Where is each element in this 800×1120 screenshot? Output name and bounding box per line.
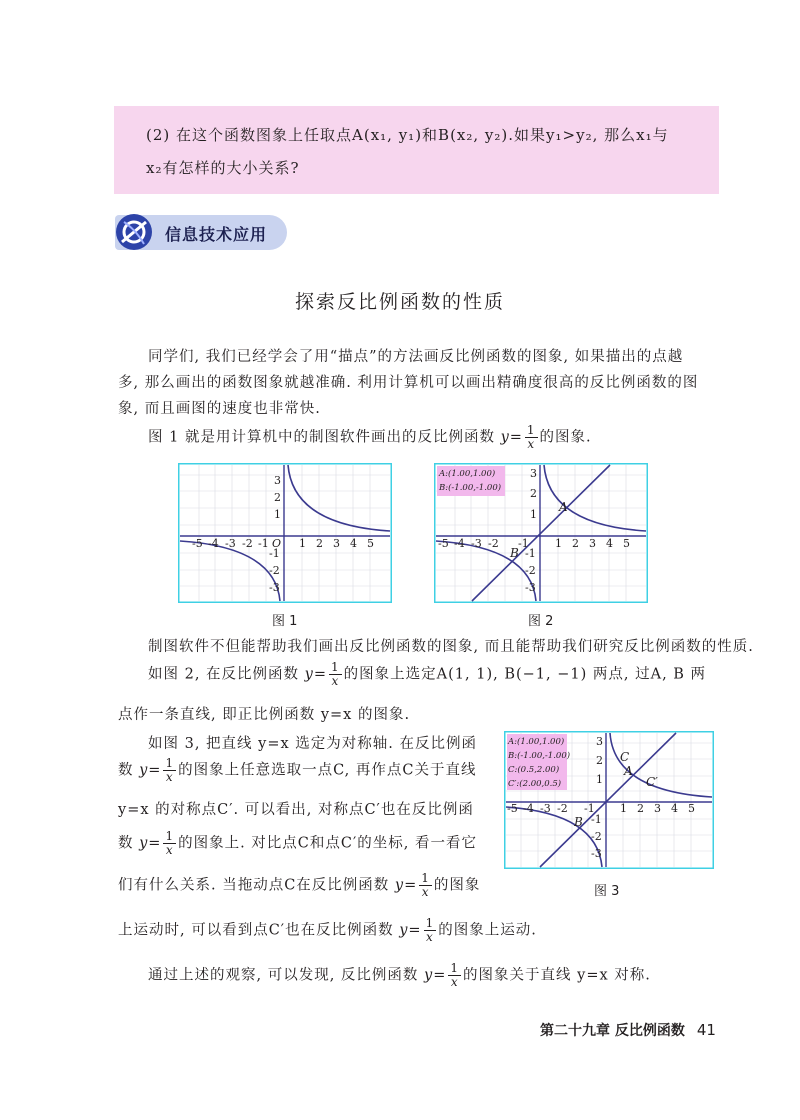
para5-line3: y=x 的对称点C′. 可以看出, 对称点C′也在反比例函 <box>118 802 474 818</box>
fig3-ytick: -2 <box>591 830 602 843</box>
fig3-point-c-label: C <box>620 750 630 764</box>
para2 <box>148 424 592 451</box>
fraction-1-over-x <box>419 872 432 899</box>
fraction-denominator: x <box>165 770 174 784</box>
fig3-info-a: A:(1.00,1.00) <box>508 737 565 747</box>
fig1-caption: 图 1 <box>272 614 298 629</box>
fig2-point-b-label: B <box>510 546 519 560</box>
fig2-ytick: -1 <box>525 547 536 560</box>
fig2-xtick: 2 <box>572 537 579 550</box>
figure-3 <box>504 731 714 869</box>
fig2-ytick: 3 <box>530 467 537 480</box>
fraction-denominator: x <box>450 975 459 989</box>
para1-line3: 象, 而且画图的速度也非常快. <box>118 401 321 417</box>
fig3-info-c: C:(0.5,2.00) <box>508 765 560 775</box>
question-line-2: x₂有怎样的大小关系? <box>146 159 300 177</box>
fig3-point-a-label: A <box>624 764 633 778</box>
page-footer <box>540 1020 716 1040</box>
fig2-info-b: B:(-1.00,-1.00) <box>439 483 502 493</box>
formula-lhs: y= <box>139 835 162 852</box>
para5-l6-text-b: 的图象上运动. <box>438 922 537 939</box>
para5-line1: 如图 3, 把直线 y=x 选定为对称轴. 在反比例函 <box>148 736 478 752</box>
fraction-numerator: 1 <box>165 756 175 770</box>
fig3-info-b: B:(-1.00,-1.00) <box>508 751 571 761</box>
fig3-xtick: -4 <box>523 802 534 815</box>
fig1-xtick: -1 <box>258 537 269 550</box>
para5-line5 <box>118 872 480 899</box>
fig2-xtick: 4 <box>606 537 613 550</box>
fig1-xtick: -2 <box>242 537 253 550</box>
para2-text-a: 图 1 就是用计算机中的制图软件画出的反比例函数 <box>148 429 501 446</box>
fraction-1-over-x <box>448 962 461 989</box>
fig1-xtick: 1 <box>299 537 306 550</box>
fig2-xtick: -4 <box>454 537 465 550</box>
fraction-denominator: x <box>527 437 536 451</box>
fraction-1-over-x <box>525 424 538 451</box>
banner-label: 信息技术应用 <box>165 225 268 244</box>
fraction-numerator: 1 <box>421 871 430 885</box>
para6-text-a: 通过上述的观察, 可以发现, 反比例函数 <box>148 967 425 984</box>
fig3-ytick: -1 <box>591 813 602 826</box>
fig2-point-a-label: A <box>559 500 568 514</box>
formula-lhs: y= <box>139 762 162 779</box>
fig1-ytick: 2 <box>274 491 281 504</box>
para5-l6-text-a: 上运动时, 可以看到点C′也在反比例函数 <box>118 922 400 939</box>
fig3-xtick: 3 <box>654 802 661 815</box>
fig3-xtick: 4 <box>671 802 678 815</box>
fig2-xtick: 3 <box>589 537 596 550</box>
fig3-xtick: 2 <box>637 802 644 815</box>
fraction-denominator: x <box>425 930 434 944</box>
fig1-xtick: 3 <box>333 537 340 550</box>
fig3-xtick: -5 <box>507 802 518 815</box>
para3: 制图软件不但能帮助我们画出反比例函数的图象, 而且能帮助我们研究反比例函数的性质. <box>148 639 754 655</box>
para4-line2: 点作一条直线, 即正比例函数 y=x 的图象. <box>118 707 411 723</box>
fig3-xtick: 1 <box>620 802 627 815</box>
fig2-xtick: -1 <box>518 537 529 550</box>
fig3-ytick: 2 <box>596 754 603 767</box>
fig2-xtick: 5 <box>623 537 630 550</box>
fig2-ytick: 2 <box>530 487 537 500</box>
figure-1 <box>178 463 392 603</box>
fig1-xtick: 4 <box>350 537 357 550</box>
footer-chapter: 第二十九章 反比例函数 <box>540 1023 685 1039</box>
fig3-ytick: 3 <box>596 735 603 748</box>
fig1-xtick: -3 <box>225 537 236 550</box>
fig3-caption: 图 3 <box>594 884 620 899</box>
fraction-1-over-x <box>424 917 437 944</box>
fraction-1-over-x <box>163 830 176 857</box>
fraction-denominator: x <box>421 885 430 899</box>
fig3-xtick: 5 <box>688 802 695 815</box>
formula-lhs: y= <box>399 922 422 939</box>
fig3-info-c-prime: C′:(2.00,0.5) <box>508 779 562 789</box>
figure-2 <box>434 463 648 603</box>
fig2-ytick: -2 <box>525 564 536 577</box>
para5-l5-text-b: 的图象 <box>433 877 481 894</box>
para5-l2-text-b: 的图象上任意选取一点C, 再作点C关于直线 <box>178 762 477 779</box>
fig3-ytick: 1 <box>596 773 603 786</box>
fraction-numerator: 1 <box>450 961 460 975</box>
fig3-xtick: -1 <box>584 802 595 815</box>
fig3-point-c-prime-label: C′ <box>646 775 658 789</box>
fraction-1-over-x <box>163 757 176 784</box>
para5-l4-text-b: 的图象上. 对比点C和点C′的坐标, 看一看它 <box>178 835 478 852</box>
fig2-caption: 图 2 <box>528 614 554 629</box>
para5-line2 <box>118 757 476 784</box>
fig1-ytick: -1 <box>269 547 280 560</box>
para4-text-a: 如图 2, 在反比例函数 <box>148 666 305 683</box>
fig1-xtick: 2 <box>316 537 323 550</box>
para6-text-b: 的图象关于直线 y=x 对称. <box>463 967 651 984</box>
fraction-1-over-x <box>329 661 342 688</box>
fig3-xtick: -2 <box>557 802 568 815</box>
fig2-xtick: -2 <box>488 537 499 550</box>
fig1-origin: O <box>272 537 282 550</box>
fraction-denominator: x <box>165 843 174 857</box>
page-number: 41 <box>696 1021 716 1039</box>
fraction-numerator: 1 <box>331 660 340 674</box>
para5-line6 <box>118 917 537 944</box>
formula-lhs: y= <box>500 429 523 446</box>
para5-line4 <box>118 830 477 857</box>
section-title: 探索反比例函数的性质 <box>294 291 505 313</box>
para1-line1: 同学们, 我们已经学会了用“描点”的方法画反比例函数的图象, 如果描出的点越 <box>148 349 684 365</box>
para4-text-b: 的图象上选定A(1, 1), B(−1, −1) 两点, 过A, B 两 <box>343 666 707 683</box>
fig1-ytick: 3 <box>274 474 281 487</box>
fraction-numerator: 1 <box>165 829 175 843</box>
para6 <box>148 962 651 989</box>
formula-lhs: y= <box>424 967 447 984</box>
fig3-ytick: -3 <box>591 847 602 860</box>
para4-line1 <box>148 661 706 688</box>
question-box <box>114 106 719 194</box>
fraction-numerator: 1 <box>425 916 435 930</box>
para1-line2: 多, 那么画出的函数图象就越准确. 利用计算机可以画出精确度很高的反比例函数的图 <box>118 375 699 391</box>
para5-l5-text-a: 们有什么关系. 当拖动点C在反比例函数 <box>118 877 395 894</box>
para5-l4-text-a: 数 <box>118 835 140 852</box>
formula-lhs: y= <box>394 877 418 894</box>
fig3-xtick: -3 <box>540 802 551 815</box>
fig3-point-b-label: B <box>574 815 583 829</box>
para5-l2-text-a: 数 <box>118 762 140 779</box>
formula-lhs: y= <box>304 666 328 683</box>
fig1-ytick: 1 <box>274 508 281 521</box>
para2-text-b: 的图象. <box>539 429 592 446</box>
fig2-xtick: -5 <box>438 537 449 550</box>
fig1-xtick: -5 <box>192 537 203 550</box>
fig2-ytick: -3 <box>525 581 536 594</box>
info-tech-icon <box>114 212 154 252</box>
fig1-ytick: -3 <box>269 581 280 594</box>
fig1-xtick: 5 <box>367 537 374 550</box>
fraction-denominator: x <box>331 674 340 688</box>
fig2-ytick: 1 <box>530 508 537 521</box>
fig1-ytick: -2 <box>269 564 280 577</box>
fraction-numerator: 1 <box>526 423 536 437</box>
fig2-xtick: 1 <box>555 537 562 550</box>
fig2-xtick: -3 <box>471 537 482 550</box>
fig1-xtick: -4 <box>208 537 219 550</box>
question-line-1: (2) 在这个函数图象上任取点A(x₁, y₁)和B(x₂, y₂).如果y₁>y₂, 那么x₁与 <box>146 126 669 144</box>
fig2-info-a: A:(1.00,1.00) <box>439 469 496 479</box>
